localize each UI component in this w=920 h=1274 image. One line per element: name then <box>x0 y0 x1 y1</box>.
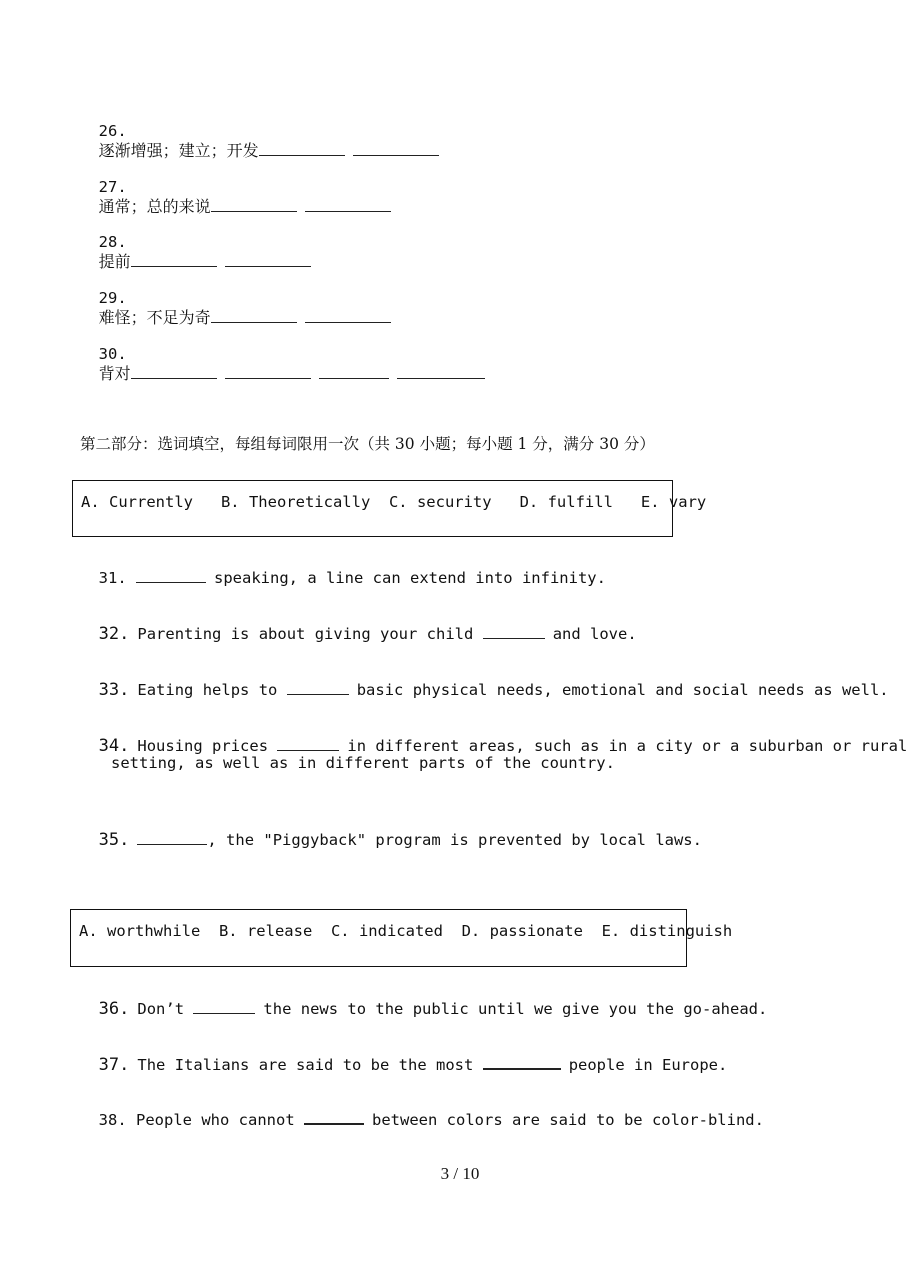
item-number: 28. <box>98 233 127 251</box>
answer-blank[interactable] <box>353 141 439 156</box>
answer-blank[interactable] <box>225 252 311 267</box>
question-text: , the "Piggyback" program is prevented by local laws. <box>207 831 702 849</box>
answer-blank[interactable] <box>131 252 217 267</box>
item-text: 提前 <box>98 252 131 271</box>
item-text: 难怪；不足为奇 <box>98 308 211 327</box>
question-number: 32. <box>98 624 130 644</box>
question-text: in different areas, such as in a city or a suburban or rural <box>347 737 908 755</box>
vocab-item <box>80 101 447 161</box>
answer-blank[interactable] <box>211 308 297 323</box>
question-33 <box>80 660 889 700</box>
question-text: people in Europe. <box>568 1056 728 1074</box>
answer-blank[interactable] <box>483 624 545 639</box>
question-35 <box>80 810 702 850</box>
answer-blank[interactable] <box>304 1109 364 1125</box>
question-number: 31. <box>98 569 127 587</box>
answer-blank[interactable] <box>131 364 217 379</box>
vocab-item <box>80 324 493 384</box>
word-bank-box <box>70 909 733 967</box>
question-text: Eating helps to <box>137 681 278 699</box>
question-text: speaking, a line can extend into infinity. <box>214 569 606 587</box>
question-number: 34. <box>98 736 130 756</box>
question-37 <box>80 1034 727 1075</box>
answer-blank[interactable] <box>193 999 255 1014</box>
answer-blank[interactable] <box>277 736 339 751</box>
question-text: between colors are said to be color-blind. <box>372 1111 764 1129</box>
question-text: basic physical needs, emotional and social needs as well. <box>356 681 889 699</box>
question-text: Housing prices <box>137 737 269 755</box>
word-bank-options: A. Currently B. Theoretically C. security D. fulfill E. vary <box>81 493 707 511</box>
question-34 <box>80 716 907 756</box>
item-text: 通常；总的来说 <box>98 197 211 216</box>
question-number: 33. <box>98 680 130 700</box>
answer-blank[interactable] <box>483 1054 561 1070</box>
item-number: 30. <box>98 345 127 363</box>
question-31 <box>80 548 606 588</box>
answer-blank[interactable] <box>305 308 391 323</box>
vocab-item <box>80 268 399 328</box>
question-text: the news to the public until we give you the go-ahead. <box>263 1000 768 1018</box>
item-text: 逐渐增强；建立；开发 <box>98 141 259 160</box>
page-number: 3 / 10 <box>440 1164 480 1183</box>
answer-blank[interactable] <box>287 680 349 695</box>
answer-blank[interactable] <box>136 568 206 583</box>
question-number: 38. <box>98 1111 127 1129</box>
word-bank-box <box>72 480 707 537</box>
question-text: The Italians are said to be the most <box>137 1056 474 1074</box>
question-text: Parenting is about giving your child <box>137 625 474 643</box>
question-text: and love. <box>552 625 637 643</box>
question-32 <box>80 604 637 644</box>
question-36 <box>80 979 767 1019</box>
answer-blank[interactable] <box>137 830 207 845</box>
vocab-item <box>80 212 319 272</box>
question-38 <box>80 1089 764 1130</box>
answer-blank[interactable] <box>319 364 389 379</box>
question-text: Don’t <box>137 1000 185 1018</box>
vocab-item <box>80 157 399 217</box>
item-text: 背对 <box>98 364 131 383</box>
question-number: 36. <box>98 999 130 1019</box>
answer-blank[interactable] <box>397 364 485 379</box>
answer-blank[interactable] <box>225 364 311 379</box>
answer-blank[interactable] <box>305 197 391 212</box>
item-number: 26. <box>98 122 127 140</box>
word-bank-options: A. worthwhile B. release C. indicated D. passionate E. distinguish <box>79 922 733 940</box>
question-number: 35. <box>98 830 130 850</box>
question-number: 37. <box>98 1055 130 1075</box>
answer-blank[interactable] <box>211 197 297 212</box>
section-heading: 第二部分：选词填空，每组每词限用一次（共 30 小题；每小题 1 分，满分 30 分） <box>80 435 655 453</box>
question-34-continuation: setting, as well as in different parts of the country. <box>111 754 615 772</box>
question-text: People who cannot <box>136 1111 295 1129</box>
answer-blank[interactable] <box>259 141 345 156</box>
item-number: 29. <box>98 289 127 307</box>
item-number: 27. <box>98 178 127 196</box>
